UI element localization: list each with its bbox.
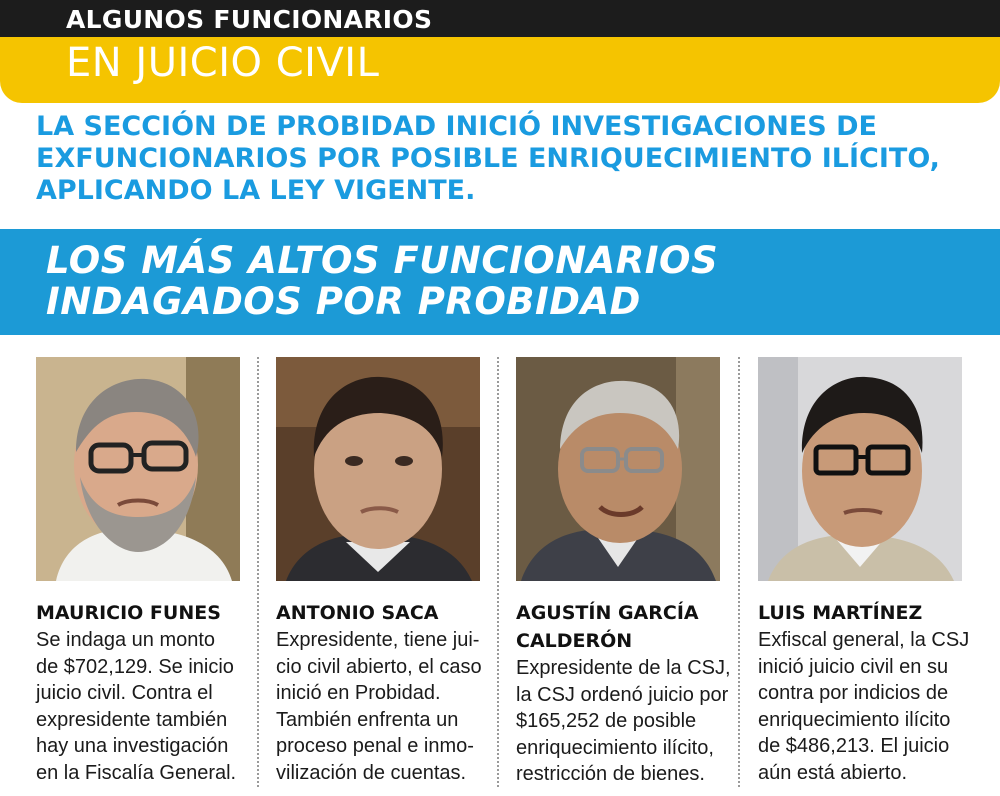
official-photo-garcia-calderon xyxy=(516,357,720,581)
description-line: inició juicio civil en su xyxy=(758,655,949,678)
description-line: juicio civil. Contra el xyxy=(36,682,213,704)
description-line: $165,252 de posible xyxy=(516,710,697,732)
section-banner xyxy=(0,229,1000,335)
header-kicker: ALGUNOS FUNCIONARIOS xyxy=(66,5,433,34)
description-line: aún está abierto. xyxy=(758,761,907,784)
description-line: inició en Probidad. xyxy=(276,682,441,704)
official-card-funes xyxy=(36,357,240,786)
section-title-line: LOS MÁS ALTOS FUNCIONARIOS xyxy=(46,239,719,282)
official-name xyxy=(516,599,720,655)
intro-line: APLICANDO LA LEY VIGENTE. xyxy=(36,175,476,206)
section-title-line: INDAGADOS POR PROBIDAD xyxy=(46,280,641,323)
official-name xyxy=(276,599,480,627)
description-line: vilización de cuentas. xyxy=(276,761,467,784)
official-name-line: AGUSTÍN GARCÍA xyxy=(516,602,699,624)
official-name-line: MAURICIO FUNES xyxy=(36,602,221,624)
official-card-garcia-calderon xyxy=(516,357,731,788)
page-title: EN JUICIO CIVIL xyxy=(66,40,380,86)
description-line: cio civil abierto, el caso xyxy=(276,655,482,678)
description-line: la CSJ ordenó juicio por xyxy=(516,683,729,706)
description-line: contra por indicios de xyxy=(758,682,949,704)
intro-text xyxy=(36,111,976,207)
official-name-line: ANTONIO SACA xyxy=(276,602,439,624)
header-bar xyxy=(0,0,1000,103)
official-name xyxy=(36,599,240,627)
official-description xyxy=(758,627,970,786)
official-description xyxy=(276,627,480,786)
official-description xyxy=(516,655,731,788)
description-line: hay una investigación xyxy=(36,735,229,757)
section-title xyxy=(46,240,718,322)
intro-line: EXFUNCIONARIOS POR POSIBLE ENRIQUECIMIENTO ILÍCITO, xyxy=(36,143,940,174)
description-line: Exfiscal general, la CSJ xyxy=(758,629,970,651)
column-divider xyxy=(738,357,740,787)
official-card-saca xyxy=(276,357,480,786)
official-name xyxy=(758,599,962,627)
description-line: Se indaga un monto xyxy=(36,629,216,651)
official-card-martinez xyxy=(758,357,970,786)
official-name-line: CALDERÓN xyxy=(516,630,633,652)
description-line: expresidente también xyxy=(36,708,228,731)
intro-line: LA SECCIÓN DE PROBIDAD INICIÓ INVESTIGACIONES DE xyxy=(36,111,877,142)
official-photo-saca xyxy=(276,357,480,581)
description-line: También enfrenta un xyxy=(276,708,459,731)
description-line: de $702,129. Se inicio xyxy=(36,655,234,678)
description-line: enriquecimiento ilícito xyxy=(758,708,951,731)
description-line: restricción de bienes. xyxy=(516,763,705,785)
official-photo-martinez xyxy=(758,357,962,581)
description-line: de $486,213. El juicio xyxy=(758,735,950,757)
column-divider xyxy=(497,357,499,787)
description-line: en la Fiscalía General. xyxy=(36,761,237,784)
column-divider xyxy=(257,357,259,787)
official-photo-funes xyxy=(36,357,240,581)
description-line: proceso penal e inmo- xyxy=(276,735,474,757)
official-description xyxy=(36,627,240,786)
official-name-line: LUIS MARTÍNEZ xyxy=(758,602,923,624)
description-line: enriquecimiento ilícito, xyxy=(516,736,714,759)
description-line: Expresidente, tiene jui- xyxy=(276,629,480,651)
description-line: Expresidente de la CSJ, xyxy=(516,657,731,679)
